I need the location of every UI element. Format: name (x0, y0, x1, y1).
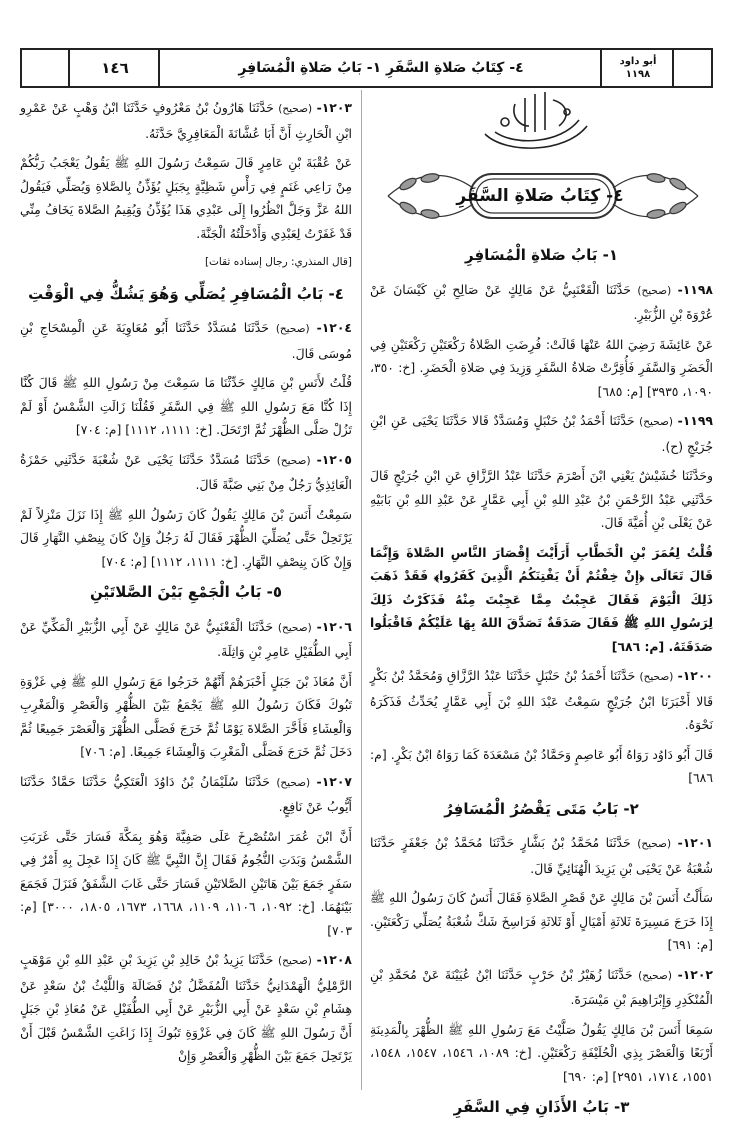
hadith-isnad: حَدَّثَنَا الْقَعْنَبِيُّ عَنْ مَالِكٍ عَنْ أَبِي الزُّبَيْرِ الْمَكِّيِّ عَنْ أَبِي الطُّفَيْلِ عَامِرِ بْنِ وَاثِلَةَ. (20, 618, 352, 659)
hadith-1198-matn: عَنْ عَائِشَةَ رَضِيَ اللهُ عَنْهَا قَالَتْ: فُرِضَتِ الصَّلاةُ رَكْعَتَيْنِ رَكْعَتَيْنِ فِي الْحَضَرِ وَالسَّفَرِ فَأُقِرَّتْ صَلاةُ السَّفَرِ وَزِيدَ فِي صَلاةِ الْحَضَرِ. [خ: ٣٥٠، ١٠٩٠، ٣٩٣٥] [م: ٦٨٥] (370, 336, 713, 399)
hadith-number: ١٢٠٧- (316, 773, 352, 789)
right-column (370, 236, 713, 1130)
hadith-grade: (صحيح) (639, 671, 674, 683)
hadith-1206 (20, 615, 352, 664)
hadith-1203-note: [قال المنذري: رجال إسناده ثقات] (204, 256, 352, 268)
hadith-1204 (20, 316, 352, 365)
hadith-1203 (20, 96, 352, 145)
hadith-grade: (صحيح) (637, 838, 672, 850)
hadith-isnad: حَدَّثَنَا الْقَعْنَبِيُّ عَنْ مَالِكٍ عَنْ صَالِحِ بْنِ كَيْسَانَ عَنْ عُرْوَةَ بْنِ الزُّبَيْرِ. (370, 281, 713, 322)
header-blank-cell-right (672, 50, 715, 86)
hadith-grade: (صحيح) (277, 621, 312, 634)
left-column (20, 96, 352, 1074)
hadith-1203-matn: عَنْ عُقْبَةَ بْنِ عَامِرٍ قَالَ سَمِعْتُ رَسُولَ اللهِ ﷺ يَقُولُ يَعْجَبُ رَبُّكُمْ مِنْ رَاعِي غَنَمٍ فِي رَأْسِ شَظِيَّةٍ بِجَبَلٍ يُؤَذِّنُ بِالصَّلاةِ وَيُصَلِّي فَيَقُولُ اللهُ عَزَّ وَجَلَّ انْظُرُوا إِلَى عَبْدِي هَذَا يُؤَذِّنُ وَيُقِيمُ الصَّلاةَ يَخَافُ مِنِّي قَدْ غَفَرْتُ لِعَبْدِي وَأَدْخَلْتُهُ الْجَنَّةَ. (20, 155, 352, 241)
hadith-grade: (صحيح) (276, 454, 311, 467)
chapter-heading-5: ٥- بَابُ الْجَمْعِ بَيْنَ الصَّلاتَيْنِ (90, 583, 282, 601)
hadith-isnad: حَدَّثَنَا مُسَدَّدٌ حَدَّثَنَا يَحْيَى عَنْ شُعْبَةَ حَدَّثَنِي حَمْزَةُ الْعَائِذِيُّ رَجُلٌ مِنْ بَنِي ضَبَّةَ قَالَ. (20, 451, 352, 492)
hadith-grade: (صحيح) (278, 955, 312, 967)
hadith-isnad: حَدَّثَنَا أَحْمَدُ بْنُ حَنْبَلٍ وَمُسَدَّدٌ قَالا حَدَّثَنَا يَحْيَى عَنِ ابْنِ جُرَيْجٍ (ح). (370, 413, 713, 454)
page-number-cell (68, 50, 160, 86)
hadith-grade: (صحيح) (275, 323, 310, 335)
chapter-heading-3: ٣- بَابُ الأَذَانِ فِي السَّفَرِ (453, 1098, 630, 1116)
column-divider (361, 90, 362, 1090)
hadith-1208 (20, 948, 352, 1068)
hadith-1200 (370, 664, 713, 737)
hadith-grade: (صحيح) (637, 284, 672, 297)
hadith-1205-matn: سَمِعْتُ أَنَسَ بْنَ مَالِكٍ يَقُولُ كَانَ رَسُولُ اللهِ ﷺ إِذَا نَزَلَ مَنْزِلاً لَمْ يَرْتَحِلْ حَتَّى يُصَلِّيَ الظُّهْرَ فَقَالَ لَهُ رَجُلٌ وَإِنْ كَانَ بِنِصْفِ النَّهَارِ قَالَ وَإِنْ كَانَ بِنِصْفِ النَّهَارِ. [خ: ١١١١، ١١١٢] [م: ٧٠٤] (20, 506, 352, 569)
hadith-isnad: حَدَّثَنَا زُهَيْرُ بْنُ حَرْبٍ حَدَّثَنَا ابْنُ عُيَيْنَةَ عَنْ مُحَمَّدِ بْنِ الْمُنْكَدِرِ وَإِبْرَاهِيمَ بْنِ مَيْسَرَةَ. (370, 966, 713, 1007)
hadith-1201 (370, 831, 713, 880)
hadith-1199 (370, 409, 713, 458)
hadith-1206-matn: أَنَّ مُعَاذَ بْنَ جَبَلٍ أَخْبَرَهُمْ أَنَّهُمْ خَرَجُوا مَعَ رَسُولِ اللهِ ﷺ فِي غَزْوَةِ تَبُوكَ فَكَانَ رَسُولُ اللهِ ﷺ يَجْمَعُ بَيْنَ الظُّهْرِ وَالْعَصْرِ وَالْمَغْرِبِ وَالْعِشَاءِ فَأَخَّرَ الصَّلاةَ يَوْمًا ثُمَّ خَرَجَ فَصَلَّى الظُّهْرَ وَالْعَصْرَ جَمِيعًا ثُمَّ دَخَلَ ثُمَّ خَرَجَ فَصَلَّى الْمَغْرِبَ وَالْعِشَاءَ جَمِيعًا. [م: ٧٠٦] (20, 673, 352, 759)
hadith-text: حَدَّثَنَا يَزِيدُ بْنُ خَالِدِ بْنِ يَزِيدَ بْنِ عَبْدِ اللهِ بْنِ مَوْهَبٍ الرَّمْلِيُّ الْهَمْدَانِيُّ حَدَّثَنَا الْمُفَضَّلُ بْنُ فَضَالَةَ وَاللَّيْثُ بْنُ سَعْدٍ عَنْ هِشَامِ بْنِ سَعْدٍ عَنْ أَبِي الزُّبَيْرِ عَنْ أَبِي الطُّفَيْلِ عَنْ مُعَاذِ بْنِ جَبَلٍ أَنَّ رَسُولَ اللهِ ﷺ كَانَ فِي غَزْوَةِ تَبُوكَ إِذَا زَاغَتِ الشَّمْسُ قَبْلَ أَنْ يَرْتَحِلَ جَمَعَ بَيْنَ الظُّهْرِ وَالْعَصْرِ وَإِنْ (20, 952, 352, 1063)
hadith-1207 (20, 770, 352, 819)
hadith-grade: (صحيح) (278, 103, 313, 115)
hadith-isnad: حَدَّثَنَا هَارُونُ بْنُ مَعْرُوفٍ حَدَّثَنَا ابْنُ وَهْبٍ عَنْ عَمْرِو ابْنِ الْحَارِثِ أَنَّ أَبَا عُشَّانَةَ الْمَعَافِرِيَّ حَدَّثَهُ. (20, 100, 352, 141)
hadith-number: ١١٩٨- (677, 281, 713, 297)
hadith-number: ١١٩٩- (677, 413, 713, 428)
hadith-ref: ١١٩٨ (625, 69, 651, 80)
abu-dawud-comment: قَالَ أَبُو دَاوُد رَوَاهُ أَبُو عَاصِمٍ وَحَمَّادُ بْنُ مَسْعَدَةَ كَمَا رَوَاهُ ابْنُ بَكْرٍ. [م: ٦٨٦] (370, 746, 713, 785)
hadith-number: ١٢٠٣- (316, 100, 352, 115)
hadith-number: ١٢٠٦- (316, 618, 352, 634)
hadith-ref-cell (600, 50, 674, 86)
chapter-heading-1: ١- بَابُ صَلاةِ الْمُسَافِرِ (464, 246, 618, 264)
book-name: أبو داود (619, 56, 657, 67)
basmala-calligraphy (475, 86, 595, 154)
page-number: ١٤٦ (101, 59, 129, 77)
hadith-grade: (صحيح) (276, 776, 311, 789)
hadith-grade: (صحيح) (638, 969, 672, 982)
hadith-isnad: حَدَّثَنَا مُحَمَّدُ بْنُ بَشَّارٍ حَدَّثَنَا مُحَمَّدُ بْنُ جَعْفَرٍ حَدَّثَنَا شُعْبَةُ عَنْ يَحْيَى بْنِ يَزِيدَ الْهُنَائِيِّ قَالَ. (370, 835, 713, 876)
running-title-cell (158, 50, 602, 86)
hadith-number: ١٢٠٤- (316, 320, 352, 335)
hadith-1204-matn: قُلْتُ لأَنَسِ بْنِ مَالِكٍ حَدِّثْنَا مَا سَمِعْتَ مِنْ رَسُولِ اللهِ ﷺ قَالَ كُنَّا إِذَا كُنَّا مَعَ رَسُولِ اللهِ ﷺ فِي السَّفَرِ فَقُلْنَا زَالَتِ الشَّمْسُ أَوْ لَمْ تَزُلْ صَلَّى الظُّهْرَ ثُمَّ ارْتَحَلَ. [خ: ١١١١، ١١١٢] [م: ٧٠٤] (20, 375, 352, 437)
hadith-number: ١٢٠٥- (316, 451, 352, 467)
hadith-number: ١٢٠٢- (677, 966, 713, 982)
hadith-isnad: حَدَّثَنَا سُلَيْمَانُ بْنُ دَاوُدَ الْعَتَكِيُّ حَدَّثَنَا حَمَّادٌ حَدَّثَنَا أَيُّوبُ عَنْ نَافِعٍ. (20, 773, 352, 814)
hadith-1205 (20, 448, 352, 497)
hadith-isnad: حَدَّثَنَا مُسَدَّدٌ حَدَّثَنَا أَبُو مُعَاوِيَةَ عَنِ الْمِسْحَاجِ بْنِ مُوسَى قَالَ. (20, 320, 352, 361)
hadith-1199-matn: قُلْتُ لِعُمَرَ بْنِ الْخَطَّابِ أَرَأَيْتَ إِقْصَارَ النَّاسِ الصَّلاةَ وَإِنَّمَا قَالَ تَعَالَى ﴿إِنْ خِفْتُمْ أَنْ يَفْتِنَكُمُ الَّذِينَ كَفَرُوا﴾ فَقَدْ ذَهَبَ ذَلِكَ الْيَوْمَ فَقَالَ عَجِبْتُ مِمَّا عَجِبْتَ مِنْهُ فَذَكَرْتُ ذَلِكَ لِرَسُولِ اللهِ ﷺ فَقَالَ صَدَقَةٌ تَصَدَّقَ اللهُ بِهَا عَلَيْكُمْ فَاقْبَلُوا صَدَقَتَهُ. [م: ٦٨٦] (370, 544, 713, 654)
hadith-1202 (370, 963, 713, 1012)
hadith-grade: (صحيح) (639, 416, 673, 428)
hadith-text: حَدَّثَنَا أَحْمَدُ بْنُ حَنْبَلٍ حَدَّثَنَا عَبْدُ الرَّزَّاقِ وَمُحَمَّدُ بْنُ بَكْرٍ قَالا أَخْبَرَنَا ابْنُ جُرَيْجٍ سَمِعْتُ عَبْدَ اللهِ بْنَ أَبِي عَمَّارٍ يُحَدِّثُ فَذَكَرَهُ نَحْوَهُ. (370, 668, 713, 732)
hadith-number: ١٢٠٠- (677, 668, 713, 683)
hadith-1199-isnad2: وحَدَّثَنَا خُشَيْشٌ يَعْنِي ابْنَ أَصْرَمَ حَدَّثَنَا عَبْدُ الرَّزَّاقِ عَنِ ابْنِ جُرَيْجٍ قَالَ حَدَّثَنِي عَبْدُ الرَّحْمَنِ بْنُ عَبْدِ اللهِ بْنِ أَبِي عَمَّارٍ عَنْ عَبْدِ اللهِ بْنِ بَابَيْهِ عَنْ يَعْلَى بْنِ أُمَيَّةَ قَالَ. (370, 468, 713, 530)
book-title: ٤- كِتَابُ صَلاةِ السَّفَرِ (456, 186, 624, 206)
header-blank-cell (22, 50, 68, 86)
chapter-heading-2: ٢- بَابُ مَتَى يَقْصُرُ الْمُسَافِرُ (444, 799, 639, 818)
hadith-1207-matn: أَنَّ ابْنَ عُمَرَ اسْتُصْرِخَ عَلَى صَفِيَّةَ وَهُوَ بِمَكَّةَ فَسَارَ حَتَّى غَرَبَتِ الشَّمْسُ وَبَدَتِ النُّجُومُ فَقَالَ إِنَّ النَّبِيَّ ﷺ كَانَ إِذَا عَجِلَ بِهِ أَمْرٌ فِي سَفَرٍ جَمَعَ بَيْنَ هَاتَيْنِ الصَّلاتَيْنِ فَسَارَ حَتَّى غَابَ الشَّفَقُ فَنَزَلَ فَجَمَعَ بَيْنَهُمَا. [خ: ١٠٩٢، ١١٠٦، ١١٠٩، ١٦٦٨، ١٦٧٣، ١٨٠٥، ٣٠٠٠] [م: ٧٠٣] (20, 828, 352, 938)
running-header (20, 48, 713, 88)
hadith-number: ١٢٠٨- (316, 952, 352, 967)
hadith-number: ١٢٠١- (677, 835, 713, 850)
chapter-heading-4: ٤- بَابُ الْمُسَافِرِ يُصَلِّي وَهُوَ يَشُكُّ فِي الْوَقْتِ (28, 284, 344, 303)
hadith-1201-matn: سَأَلْتُ أَنَسَ بْنَ مَالِكٍ عَنْ قَصْرِ الصَّلاةِ فَقَالَ أَنَسٌ كَانَ رَسُولُ اللهِ ﷺ إِذَا خَرَجَ مَسِيرَةَ ثَلاثَةِ أَمْيَالٍ أَوْ ثَلاثَةِ فَرَاسِخَ شَكَّ شُعْبَةُ يُصَلِّي رَكْعَتَيْنِ. [م: ٦٩١] (370, 890, 713, 952)
running-title: ٤- كِتَابُ صَلاةِ السَّفَرِ ١- بَابُ صَلاةِ الْمُسَافِرِ (238, 60, 524, 76)
hadith-1202-matn: سَمِعَا أَنَسَ بْنَ مَالِكٍ يَقُولُ صَلَّيْتُ مَعَ رَسُولِ اللهِ ﷺ الظُّهْرَ بِالْمَدِينَةِ أَرْبَعًا وَالْعَصْرَ بِذِي الْحُلَيْفَةِ رَكْعَتَيْنِ. [خ: ١٠٨٩، ١٥٤٦، ١٥٤٧، ١٥٤٨، ١٥٥١، ١٧١٤، ٢٩٥١] [م: ٦٩٠] (370, 1021, 713, 1084)
hadith-1198 (370, 278, 713, 327)
